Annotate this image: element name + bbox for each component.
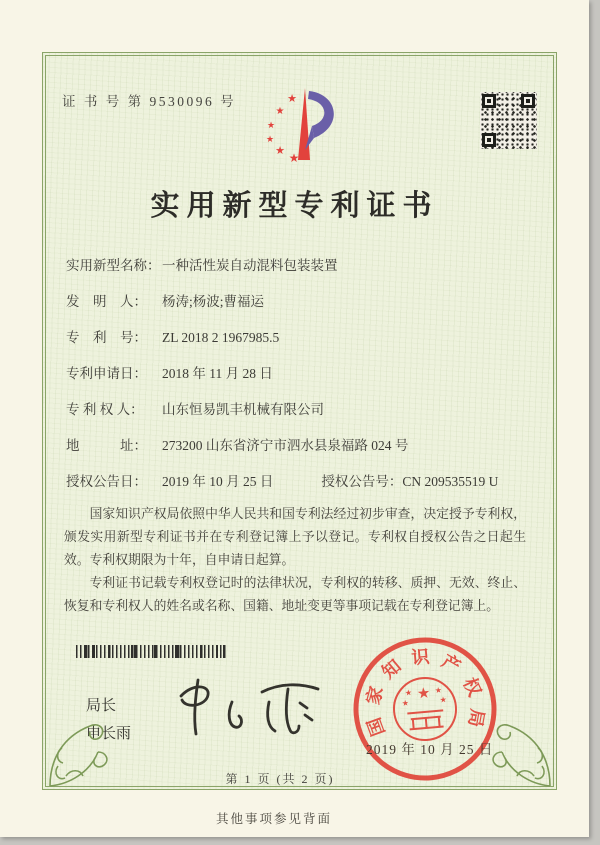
svg-text:★: ★	[288, 151, 300, 165]
svg-text:★: ★	[265, 135, 275, 145]
svg-text:权: 权	[459, 674, 485, 700]
field-label: 专利申请日：	[66, 366, 147, 381]
field-label: 地 址：	[66, 438, 147, 453]
svg-text:★: ★	[439, 695, 448, 705]
svg-text:★: ★	[266, 121, 276, 131]
field-value: 273200 山东省济宁市泗水县泉福路 024 号	[162, 438, 409, 453]
field-label: 专 利 权 人：	[66, 402, 144, 417]
qr-finder-icon	[482, 94, 496, 108]
back-note: 其他事项参见背面	[215, 812, 332, 826]
svg-text:★: ★	[416, 683, 432, 703]
svg-text:知: 知	[378, 655, 405, 683]
svg-text:家: 家	[362, 684, 387, 707]
legal-paragraph: 国家知识产权局依照中华人民共和国专利法经过初步审查，决定授予专利权，颁发实用新型专利证书并在专利登记簿上予以登记。专利权自授权公告之日起生效。专利权期限为十年，自申请日起算。	[64, 507, 526, 567]
certificate-number: 证 书 号 第 9530096 号	[62, 94, 237, 109]
field-row	[66, 362, 536, 398]
page-number: 第 1 页 (共 2 页)	[225, 772, 335, 786]
barcode	[76, 645, 228, 658]
grant-no-label: 授权公告号：	[321, 474, 403, 489]
cnipa-logo-icon	[256, 86, 344, 166]
svg-text:★: ★	[275, 106, 285, 117]
svg-text:国: 国	[363, 714, 389, 739]
grant-date-label: 授权公告日：	[66, 474, 147, 489]
svg-text:★: ★	[287, 92, 297, 105]
svg-text:★: ★	[401, 698, 410, 708]
field-row	[66, 398, 536, 434]
field-value: 2018 年 11 月 28 日	[162, 366, 273, 381]
director-signature	[168, 672, 333, 744]
national-emblem-icon	[400, 682, 447, 708]
seal-date: 2019 年 10 月 25 日	[366, 742, 494, 757]
field-label: 实用新型名称：	[66, 258, 161, 273]
certificate-title: 实用新型专利证书	[150, 190, 439, 222]
svg-text:★: ★	[434, 685, 443, 696]
field-row	[66, 290, 536, 326]
field-value: 一种活性炭自动混料包装装置	[162, 258, 338, 273]
director-title: 局长	[86, 698, 117, 714]
grant-no-value: CN 209535519 U	[402, 474, 499, 489]
qr-finder-icon	[521, 94, 535, 108]
field-value: 杨涛;杨波;曹福运	[162, 294, 265, 309]
director-name: 申长雨	[86, 726, 132, 742]
field-label: 发 明 人：	[66, 294, 147, 309]
qr-code	[480, 92, 537, 149]
legal-paragraph: 专利证书记载专利权登记时的法律状况，专利权的转移、质押、无效、终止、恢复和专利权人的姓名或名称、国籍、地址变更等事项记载在专利登记簿上。	[64, 576, 526, 613]
svg-text:产: 产	[438, 650, 464, 678]
grant-date-value: 2019 年 10 月 25 日	[162, 474, 274, 489]
field-value: 山东恒易凯丰机械有限公司	[162, 402, 324, 417]
field-row	[66, 254, 536, 290]
legal-text	[64, 503, 526, 618]
field-value: ZL 2018 2 1967985.5	[162, 330, 280, 345]
svg-text:识: 识	[410, 646, 431, 668]
svg-text:★: ★	[404, 688, 413, 698]
grant-row	[66, 470, 536, 506]
qr-finder-icon	[482, 133, 496, 147]
svg-text:★: ★	[275, 144, 285, 157]
svg-text:局: 局	[464, 707, 488, 729]
field-list	[66, 254, 536, 506]
field-label: 专 利 号：	[66, 330, 147, 345]
field-row	[66, 434, 536, 470]
field-row	[66, 326, 536, 362]
